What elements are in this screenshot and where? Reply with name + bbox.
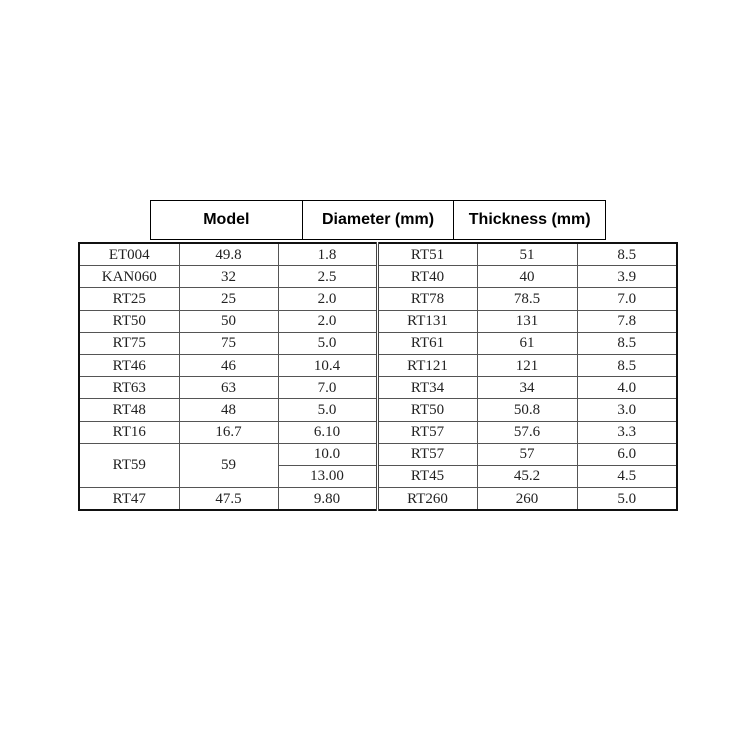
model-cell: RT121 — [377, 354, 477, 376]
thickness-cell: 4.0 — [577, 377, 677, 399]
model-cell: RT63 — [79, 377, 179, 399]
model-cell: RT50 — [377, 399, 477, 421]
model-cell: RT260 — [377, 488, 477, 511]
header-diameter: Diameter (mm) — [303, 201, 455, 239]
thickness-cell: 8.5 — [577, 332, 677, 354]
diameter-cell: 61 — [477, 332, 577, 354]
diameter-cell: 49.8 — [179, 243, 278, 266]
thickness-cell: 2.5 — [278, 266, 377, 288]
model-cell: RT25 — [79, 288, 179, 310]
diameter-cell: 47.5 — [179, 488, 278, 511]
diameter-cell: 45.2 — [477, 465, 577, 487]
thickness-cell: 2.0 — [278, 288, 377, 310]
diameter-cell: 50.8 — [477, 399, 577, 421]
table-row — [79, 488, 677, 511]
model-cell: RT50 — [79, 310, 179, 332]
thickness-cell: 7.8 — [577, 310, 677, 332]
model-cell: RT40 — [377, 266, 477, 288]
thickness-cell: 9.80 — [278, 488, 377, 511]
model-cell: RT16 — [79, 421, 179, 443]
diameter-cell: 57 — [477, 443, 577, 465]
diameter-cell: 121 — [477, 354, 577, 376]
model-cell: RT75 — [79, 332, 179, 354]
model-cell: RT61 — [377, 332, 477, 354]
thickness-cell: 13.00 — [278, 465, 377, 487]
thickness-cell: 5.0 — [278, 399, 377, 421]
diameter-cell: 25 — [179, 288, 278, 310]
model-cell: RT57 — [377, 421, 477, 443]
model-cell: RT131 — [377, 310, 477, 332]
diameter-cell: 16.7 — [179, 421, 278, 443]
model-cell: RT51 — [377, 243, 477, 266]
diameter-cell: 57.6 — [477, 421, 577, 443]
table-row — [79, 288, 677, 310]
diameter-cell: 48 — [179, 399, 278, 421]
diameter-cell: 260 — [477, 488, 577, 511]
thickness-cell: 8.5 — [577, 243, 677, 266]
model-cell: RT46 — [79, 354, 179, 376]
thickness-cell: 8.5 — [577, 354, 677, 376]
table-row — [79, 399, 677, 421]
model-cell: RT78 — [377, 288, 477, 310]
model-cell: ET004 — [79, 243, 179, 266]
diameter-cell: 46 — [179, 354, 278, 376]
table-row — [79, 243, 677, 266]
thickness-cell: 5.0 — [577, 488, 677, 511]
diameter-cell: 50 — [179, 310, 278, 332]
model-cell: RT59 — [79, 443, 179, 487]
diameter-cell: 131 — [477, 310, 577, 332]
model-cell: RT34 — [377, 377, 477, 399]
thickness-cell: 10.4 — [278, 354, 377, 376]
table-row — [79, 443, 677, 465]
diameter-cell: 78.5 — [477, 288, 577, 310]
specs-table — [78, 242, 678, 511]
thickness-cell: 1.8 — [278, 243, 377, 266]
diameter-cell: 40 — [477, 266, 577, 288]
thickness-cell: 3.9 — [577, 266, 677, 288]
thickness-cell: 2.0 — [278, 310, 377, 332]
table-row — [79, 310, 677, 332]
table-row — [79, 266, 677, 288]
model-cell: RT48 — [79, 399, 179, 421]
diameter-cell: 34 — [477, 377, 577, 399]
table-row — [79, 421, 677, 443]
table-row — [79, 332, 677, 354]
diameter-cell: 51 — [477, 243, 577, 266]
header-thickness: Thickness (mm) — [468, 211, 591, 228]
model-cell: RT47 — [79, 488, 179, 511]
thickness-cell: 7.0 — [577, 288, 677, 310]
thickness-cell: 3.0 — [577, 399, 677, 421]
thickness-cell: 10.0 — [278, 443, 377, 465]
header-model: Model — [151, 201, 303, 239]
thickness-cell: 6.0 — [577, 443, 677, 465]
table-row — [79, 354, 677, 376]
diameter-cell: 63 — [179, 377, 278, 399]
model-cell: KAN060 — [79, 266, 179, 288]
table-header — [150, 200, 606, 240]
thickness-cell: 3.3 — [577, 421, 677, 443]
table-row — [79, 377, 677, 399]
model-cell: RT57 — [377, 443, 477, 465]
thickness-cell: 5.0 — [278, 332, 377, 354]
thickness-cell: 4.5 — [577, 465, 677, 487]
thickness-cell: 7.0 — [278, 377, 377, 399]
thickness-cell: 6.10 — [278, 421, 377, 443]
model-cell: RT45 — [377, 465, 477, 487]
diameter-cell: 32 — [179, 266, 278, 288]
diameter-cell: 59 — [179, 443, 278, 487]
diameter-cell: 75 — [179, 332, 278, 354]
